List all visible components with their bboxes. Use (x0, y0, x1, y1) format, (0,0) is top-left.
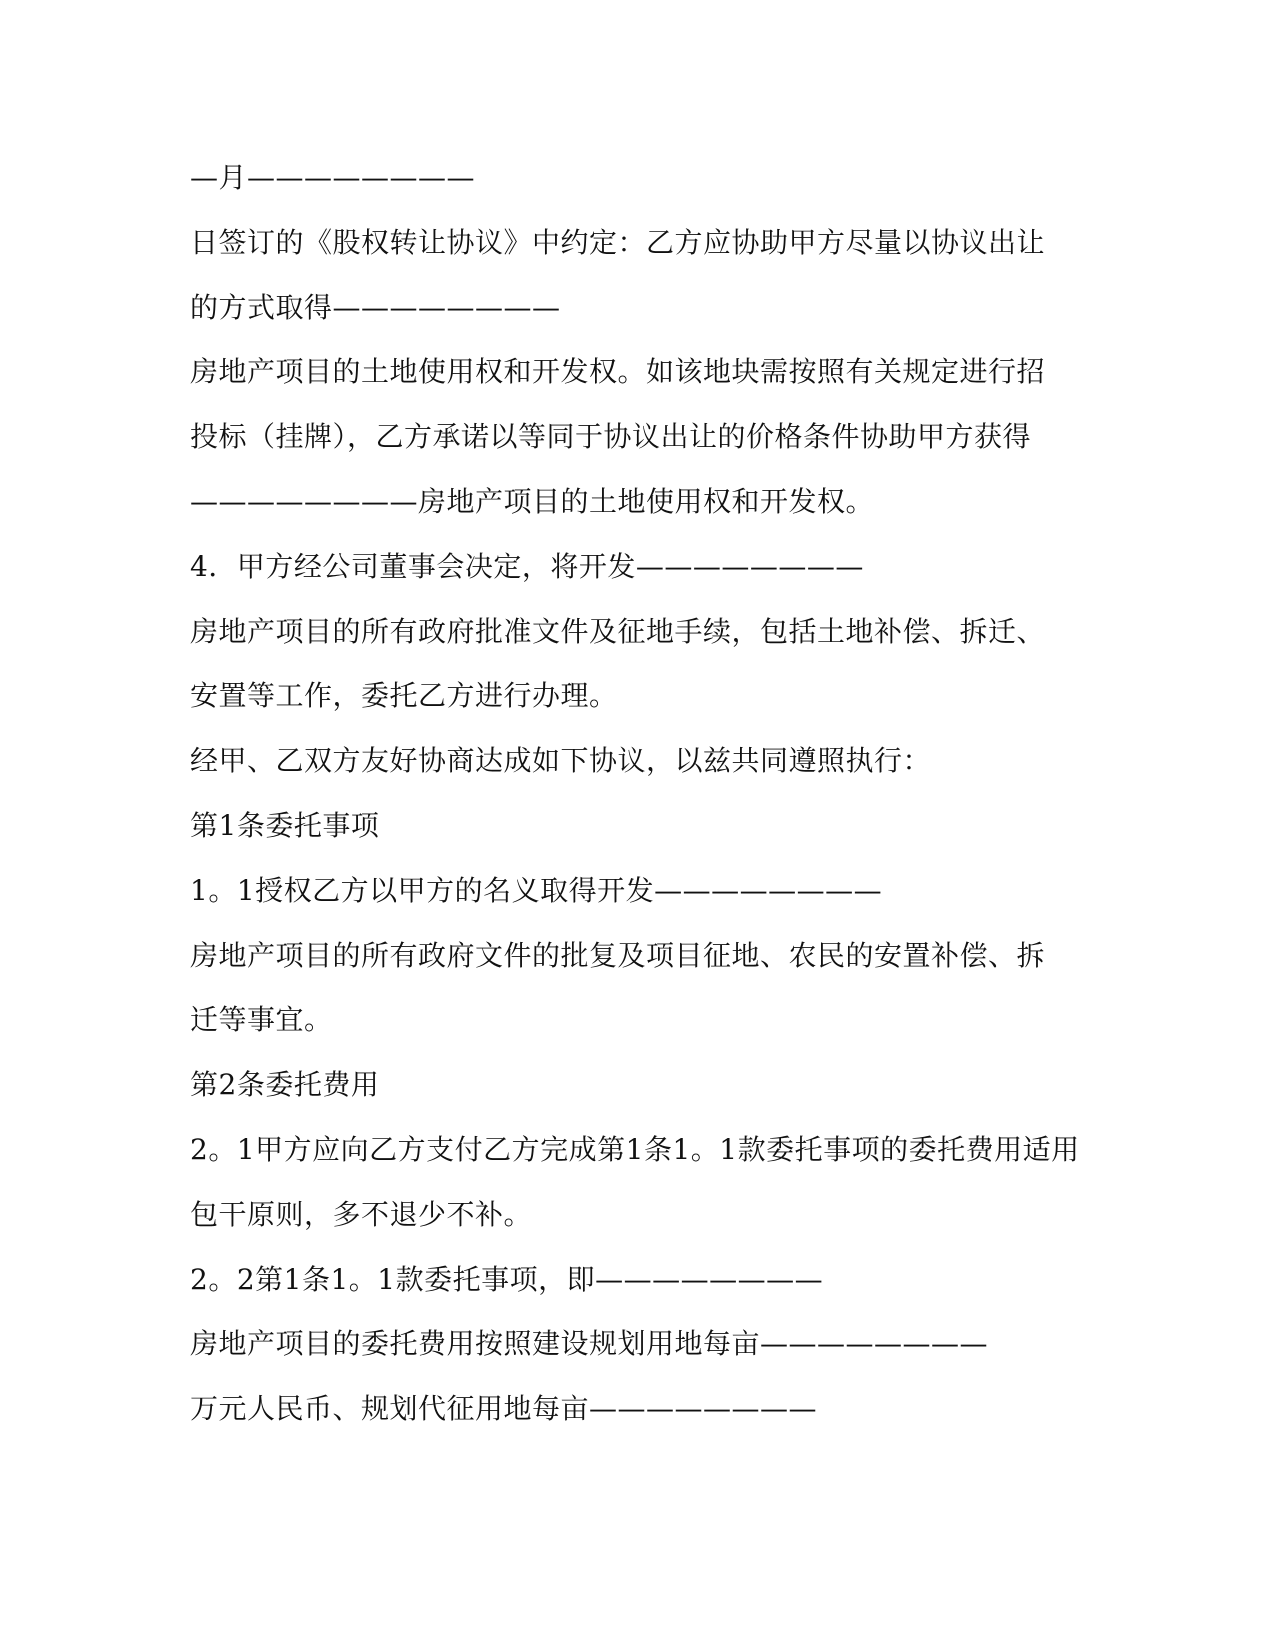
text-line: 万元人民币、规划代征用地每亩———————— (190, 1392, 818, 1426)
clause-4-line: 4．甲方经公司董事会决定，将开发———————— (190, 549, 864, 583)
text-line: 迁等事宜。 (190, 1003, 333, 1037)
document-body (190, 156, 1090, 1452)
article-2-heading: 第2条委托费用 (190, 1068, 380, 1102)
text-line: ————————房地产项目的土地使用权和开发权。 (190, 484, 875, 518)
text-line: 房地产项目的所有政府文件的批复及项目征地、农民的安置补偿、拆 (190, 938, 1046, 972)
text-line: —月———————— (190, 161, 476, 194)
text-line: 的方式取得———————— (190, 290, 561, 324)
text-line: 日签订的《股权转让协议》中约定：乙方应协助甲方尽量以协议出让 (190, 225, 1046, 259)
clause-2-1-line: 2。1甲方应向乙方支付乙方完成第1条1。1款委托事项的委托费用适用 (190, 1132, 1080, 1166)
text-line: 房地产项目的委托费用按照建设规划用地每亩———————— (190, 1327, 989, 1361)
clause-2-2-line: 2。2第1条1。1款委托事项，即———————— (190, 1262, 824, 1296)
clause-1-1-line: 1。1授权乙方以甲方的名义取得开发———————— (190, 873, 883, 907)
text-line: 投标（挂牌），乙方承诺以等同于协议出让的价格条件协助甲方获得 (190, 420, 1032, 454)
article-1-heading: 第1条委托事项 (190, 808, 380, 842)
text-line: 经甲、乙双方友好协商达成如下协议，以兹共同遵照执行： (190, 744, 932, 778)
text-line: 房地产项目的土地使用权和开发权。如该地块需按照有关规定进行招 (190, 355, 1046, 389)
text-line: 包干原则，多不退少不补。 (190, 1197, 533, 1231)
text-line: 安置等工作，委托乙方进行办理。 (190, 679, 618, 713)
text-line: 房地产项目的所有政府批准文件及征地手续，包括土地补偿、拆迁、 (190, 614, 1046, 648)
